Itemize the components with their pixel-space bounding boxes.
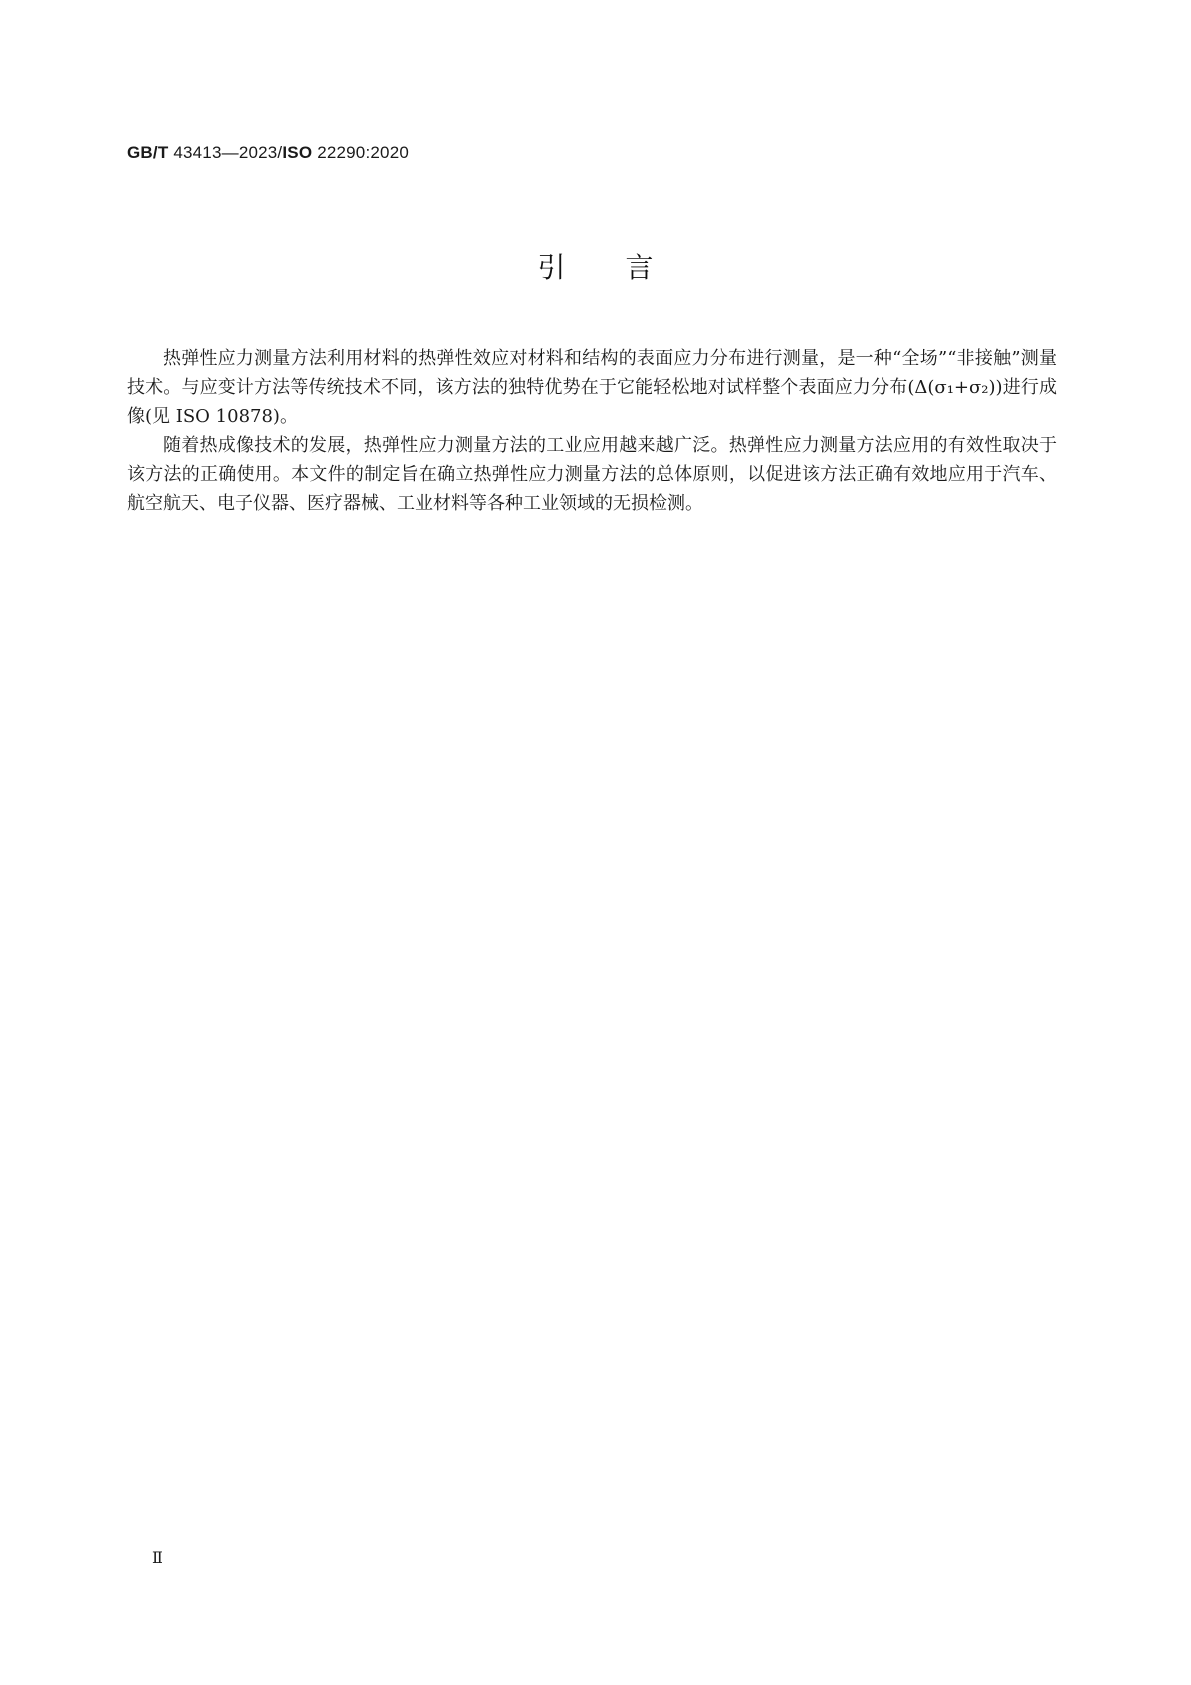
section-title: 引言	[537, 251, 714, 284]
doc-code-iso-number: 22290:2020	[312, 143, 410, 162]
page-number: Ⅱ	[152, 1548, 163, 1567]
doc-code-prefix: GB/T	[127, 143, 169, 162]
doc-code-number: 43413—2023/	[168, 143, 283, 162]
document-code	[127, 143, 409, 163]
paragraph-1: 热弹性应力测量方法利用材料的热弹性效应对材料和结构的表面应力分布进行测量，是一种“全场”“非接触”测量技术。与应变计方法等传统技术不同，该方法的独特优势在于它能轻松地对试样整个表面应力分布(Δ(σ₁+σ₂))进行成像(见 ISO 10878)。	[127, 348, 1057, 427]
paragraph-2: 随着热成像技术的发展，热弹性应力测量方法的工业应用越来越广泛。热弹性应力测量方法应用的有效性取决于该方法的正确使用。本文件的制定旨在确立热弹性应力测量方法的总体原则，以促进该方法正确有效地应用于汽车、航空航天、电子仪器、医疗器械、工业材料等各种工业领域的无损检测。	[127, 435, 1057, 514]
body-text	[127, 344, 1057, 518]
doc-code-iso: ISO	[282, 143, 313, 162]
